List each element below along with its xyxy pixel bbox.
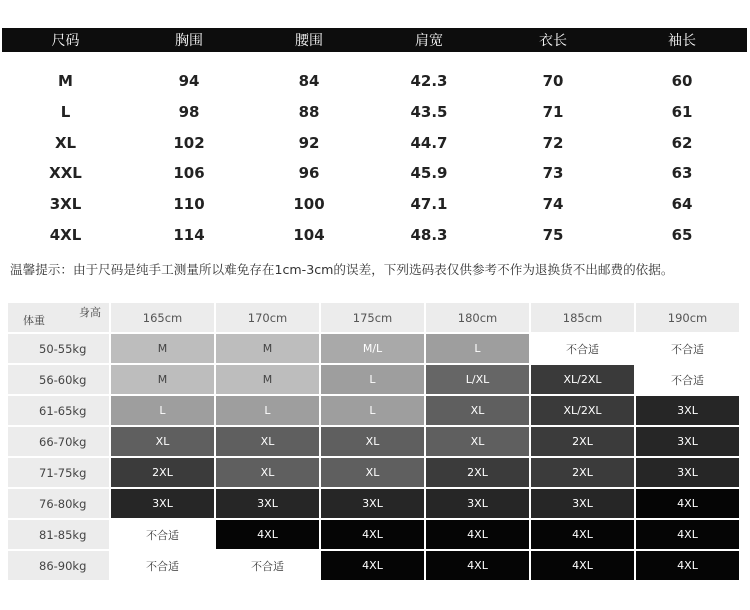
size-chart-value-cell: 45.9: [410, 164, 448, 183]
size-recommendation-cell: M: [111, 365, 214, 394]
size-chart-value-cell: 75: [542, 225, 564, 244]
size-recommendation-cell: 不合适: [636, 334, 739, 363]
size-chart-size-cell: XXL: [49, 164, 82, 183]
size-recommendation-cell: 4XL: [531, 551, 634, 580]
size-chart-value-cell: 72: [542, 133, 564, 152]
weight-row-header: 76-80kg: [8, 489, 109, 518]
weight-row-header: 56-60kg: [8, 365, 109, 394]
size-chart-value-cell: 47.1: [410, 195, 448, 214]
size-chart-column-header: 衣长: [539, 33, 567, 49]
size-recommendation-cell: M: [111, 334, 214, 363]
weight-row-header: 66-70kg: [8, 427, 109, 456]
size-chart-size-cell: XL: [54, 133, 77, 152]
size-recommendation-cell: 3XL: [636, 458, 739, 487]
size-recommendation-cell: 3XL: [531, 489, 634, 518]
size-recommendation-cell: 不合适: [216, 551, 319, 580]
size-recommendation-cell: M: [216, 334, 319, 363]
size-chart-body: [2, 66, 747, 251]
fit-table-row: [8, 489, 739, 518]
size-chart-value-cell: 62: [671, 133, 693, 152]
size-recommendation-cell: 4XL: [426, 520, 529, 549]
height-column-header: 170cm: [216, 303, 319, 332]
height-axis-label: 身高: [79, 306, 101, 319]
size-recommendation-cell: 4XL: [636, 551, 739, 580]
size-recommendation-cell: 4XL: [216, 520, 319, 549]
size-chart-header: [2, 28, 747, 52]
size-chart-value-cell: 60: [671, 72, 693, 90]
size-chart-value-cell: 84: [298, 72, 320, 90]
size-recommendation-cell: XL: [426, 396, 529, 425]
size-recommendation-cell: 4XL: [636, 520, 739, 549]
size-recommendation-cell: 4XL: [636, 489, 739, 518]
size-chart-value-cell: 104: [293, 225, 325, 244]
height-column-header: 190cm: [636, 303, 739, 332]
size-chart-value-cell: 65: [671, 225, 693, 244]
height-column-header: 165cm: [111, 303, 214, 332]
weight-axis-label: 体重: [23, 314, 45, 327]
size-recommendation-cell: 3XL: [636, 427, 739, 456]
size-recommendation-cell: L: [321, 365, 424, 394]
size-recommendation-cell: 4XL: [426, 551, 529, 580]
size-chart-column-header: 尺码: [51, 33, 80, 49]
size-chart-value-cell: 94: [178, 72, 200, 90]
size-chart-value-cell: 61: [671, 102, 693, 121]
size-fit-table: [6, 301, 741, 582]
size-chart-column-header: 肩宽: [415, 33, 443, 49]
table-corner: [8, 303, 109, 332]
size-recommendation-cell: XL/2XL: [531, 396, 634, 425]
size-chart-value-cell: 48.3: [410, 225, 448, 244]
size-chart-value-cell: 96: [298, 164, 320, 183]
size-recommendation-cell: L/XL: [426, 365, 529, 394]
size-recommendation-cell: L: [426, 334, 529, 363]
fit-table-row: [8, 334, 739, 363]
size-chart-size-cell: L: [60, 102, 71, 121]
fit-table-row: [8, 458, 739, 487]
weight-row-header: 86-90kg: [8, 551, 109, 580]
fit-table-row: [8, 396, 739, 425]
size-chart-size-cell: M: [58, 72, 73, 90]
size-chart-value-cell: 102: [173, 133, 205, 152]
size-chart-value-cell: 100: [293, 195, 325, 214]
size-chart-value-cell: 73: [542, 164, 564, 183]
size-recommendation-cell: M/L: [321, 334, 424, 363]
size-chart-column-header: 胸围: [175, 33, 203, 49]
size-chart-value-cell: 114: [173, 225, 205, 244]
fit-table-header-row: [8, 303, 739, 332]
weight-row-header: 81-85kg: [8, 520, 109, 549]
size-recommendation-cell: 2XL: [531, 458, 634, 487]
size-recommendation-cell: 3XL: [111, 489, 214, 518]
size-chart-value-cell: 63: [671, 164, 693, 183]
size-chart-value-cell: 71: [542, 102, 564, 121]
fit-table-row: [8, 427, 739, 456]
size-recommendation-cell: 2XL: [111, 458, 214, 487]
height-column-header: 180cm: [426, 303, 529, 332]
size-recommendation-cell: 3XL: [216, 489, 319, 518]
size-recommendation-cell: 4XL: [321, 551, 424, 580]
size-recommendation-cell: 4XL: [531, 520, 634, 549]
size-recommendation-cell: 不合适: [636, 365, 739, 394]
size-recommendation-cell: L: [321, 396, 424, 425]
size-recommendation-cell: 3XL: [636, 396, 739, 425]
size-recommendation-cell: 不合适: [111, 551, 214, 580]
fit-table-body: [8, 334, 739, 580]
size-recommendation-cell: XL: [216, 427, 319, 456]
size-recommendation-cell: 3XL: [426, 489, 529, 518]
size-chart-value-cell: 110: [173, 195, 205, 214]
height-column-header: 185cm: [531, 303, 634, 332]
size-chart-value-cell: 42.3: [410, 72, 448, 90]
size-recommendation-cell: XL: [426, 427, 529, 456]
height-column-header: 175cm: [321, 303, 424, 332]
size-recommendation-cell: XL: [321, 458, 424, 487]
size-recommendation-cell: M: [216, 365, 319, 394]
size-recommendation-cell: XL/2XL: [531, 365, 634, 394]
weight-row-header: 61-65kg: [8, 396, 109, 425]
size-chart-size-cell: 4XL: [49, 225, 82, 244]
size-chart-value-cell: 74: [542, 195, 564, 214]
size-recommendation-cell: 不合适: [531, 334, 634, 363]
size-recommendation-cell: XL: [216, 458, 319, 487]
size-chart-value-cell: 106: [173, 164, 205, 183]
size-recommendation-cell: XL: [321, 427, 424, 456]
size-chart-value-cell: 88: [298, 102, 320, 121]
fit-table-row: [8, 551, 739, 580]
size-recommendation-cell: 2XL: [426, 458, 529, 487]
size-recommendation-cell: 2XL: [531, 427, 634, 456]
size-chart-column-header: 袖长: [668, 33, 696, 49]
fit-table-row: [8, 520, 739, 549]
weight-row-header: 50-55kg: [8, 334, 109, 363]
size-recommendation-cell: L: [216, 396, 319, 425]
size-chart-size-cell: 3XL: [49, 195, 82, 214]
size-recommendation-cell: 3XL: [321, 489, 424, 518]
size-chart-value-cell: 44.7: [410, 133, 448, 152]
size-chart-value-cell: 70: [542, 72, 564, 90]
size-recommendation-cell: 4XL: [321, 520, 424, 549]
size-chart-value-cell: 64: [671, 195, 693, 214]
size-note: 温馨提示：由于尺码是纯手工测量所以难免存在1cm-3cm的误差，下列选码表仅供参考不作为退换货不出邮费的依据。: [10, 262, 674, 277]
size-chart-column-header: 腰围: [295, 33, 323, 49]
size-chart-value-cell: 43.5: [410, 102, 448, 121]
size-recommendation-cell: 不合适: [111, 520, 214, 549]
size-chart-value-cell: 98: [178, 102, 200, 121]
size-recommendation-cell: XL: [111, 427, 214, 456]
fit-table-row: [8, 365, 739, 394]
size-recommendation-cell: L: [111, 396, 214, 425]
size-chart-value-cell: 92: [298, 133, 320, 152]
weight-row-header: 71-75kg: [8, 458, 109, 487]
